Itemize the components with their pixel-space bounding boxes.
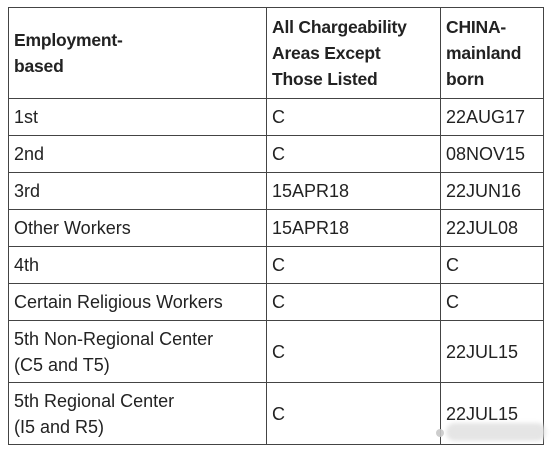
table-row-5th-non-regional [9, 321, 544, 383]
table-row-4th [9, 247, 544, 284]
all-areas-date-cell: C [267, 247, 441, 284]
china-date-cell: 08NOV15 [441, 136, 544, 173]
all-areas-date-cell: C [267, 284, 441, 321]
header-all-chargeability-areas: All Chargeability Areas Except Those Listed [267, 8, 441, 99]
china-date-cell: 22JUN16 [441, 173, 544, 210]
all-areas-date-cell: C [267, 136, 441, 173]
watermark-overlay [446, 423, 546, 441]
china-date-cell: 22JUL15 [441, 321, 544, 383]
category-cell: 5th Regional Center (I5 and R5) [9, 383, 267, 445]
china-date-cell: 22JUL15 [441, 383, 544, 445]
table-row-1st [9, 99, 544, 136]
table-row-2nd [9, 136, 544, 173]
category-cell: 2nd [9, 136, 267, 173]
visa-bulletin-table-container [8, 7, 544, 445]
watermark-icon [436, 429, 444, 437]
table-row-religious-workers [9, 284, 544, 321]
all-areas-date-cell: 15APR18 [267, 210, 441, 247]
china-date-cell: 22AUG17 [441, 99, 544, 136]
category-cell: 4th [9, 247, 267, 284]
china-date-cell: 22JUL08 [441, 210, 544, 247]
china-date-cell: C [441, 247, 544, 284]
all-areas-date-cell: C [267, 99, 441, 136]
table-header-row [9, 8, 544, 99]
all-areas-date-cell: C [267, 321, 441, 383]
category-cell: Other Workers [9, 210, 267, 247]
header-china-mainland-born: CHINA- mainland born [441, 8, 544, 99]
employment-based-priority-dates-table [8, 7, 544, 445]
category-cell: 5th Non-Regional Center (C5 and T5) [9, 321, 267, 383]
all-areas-date-cell: 15APR18 [267, 173, 441, 210]
table-row-other-workers [9, 210, 544, 247]
category-cell: 3rd [9, 173, 267, 210]
table-row-3rd [9, 173, 544, 210]
category-cell: 1st [9, 99, 267, 136]
header-employment-based: Employment- based [9, 8, 267, 99]
china-date-cell: C [441, 284, 544, 321]
category-cell: Certain Religious Workers [9, 284, 267, 321]
all-areas-date-cell: C [267, 383, 441, 445]
